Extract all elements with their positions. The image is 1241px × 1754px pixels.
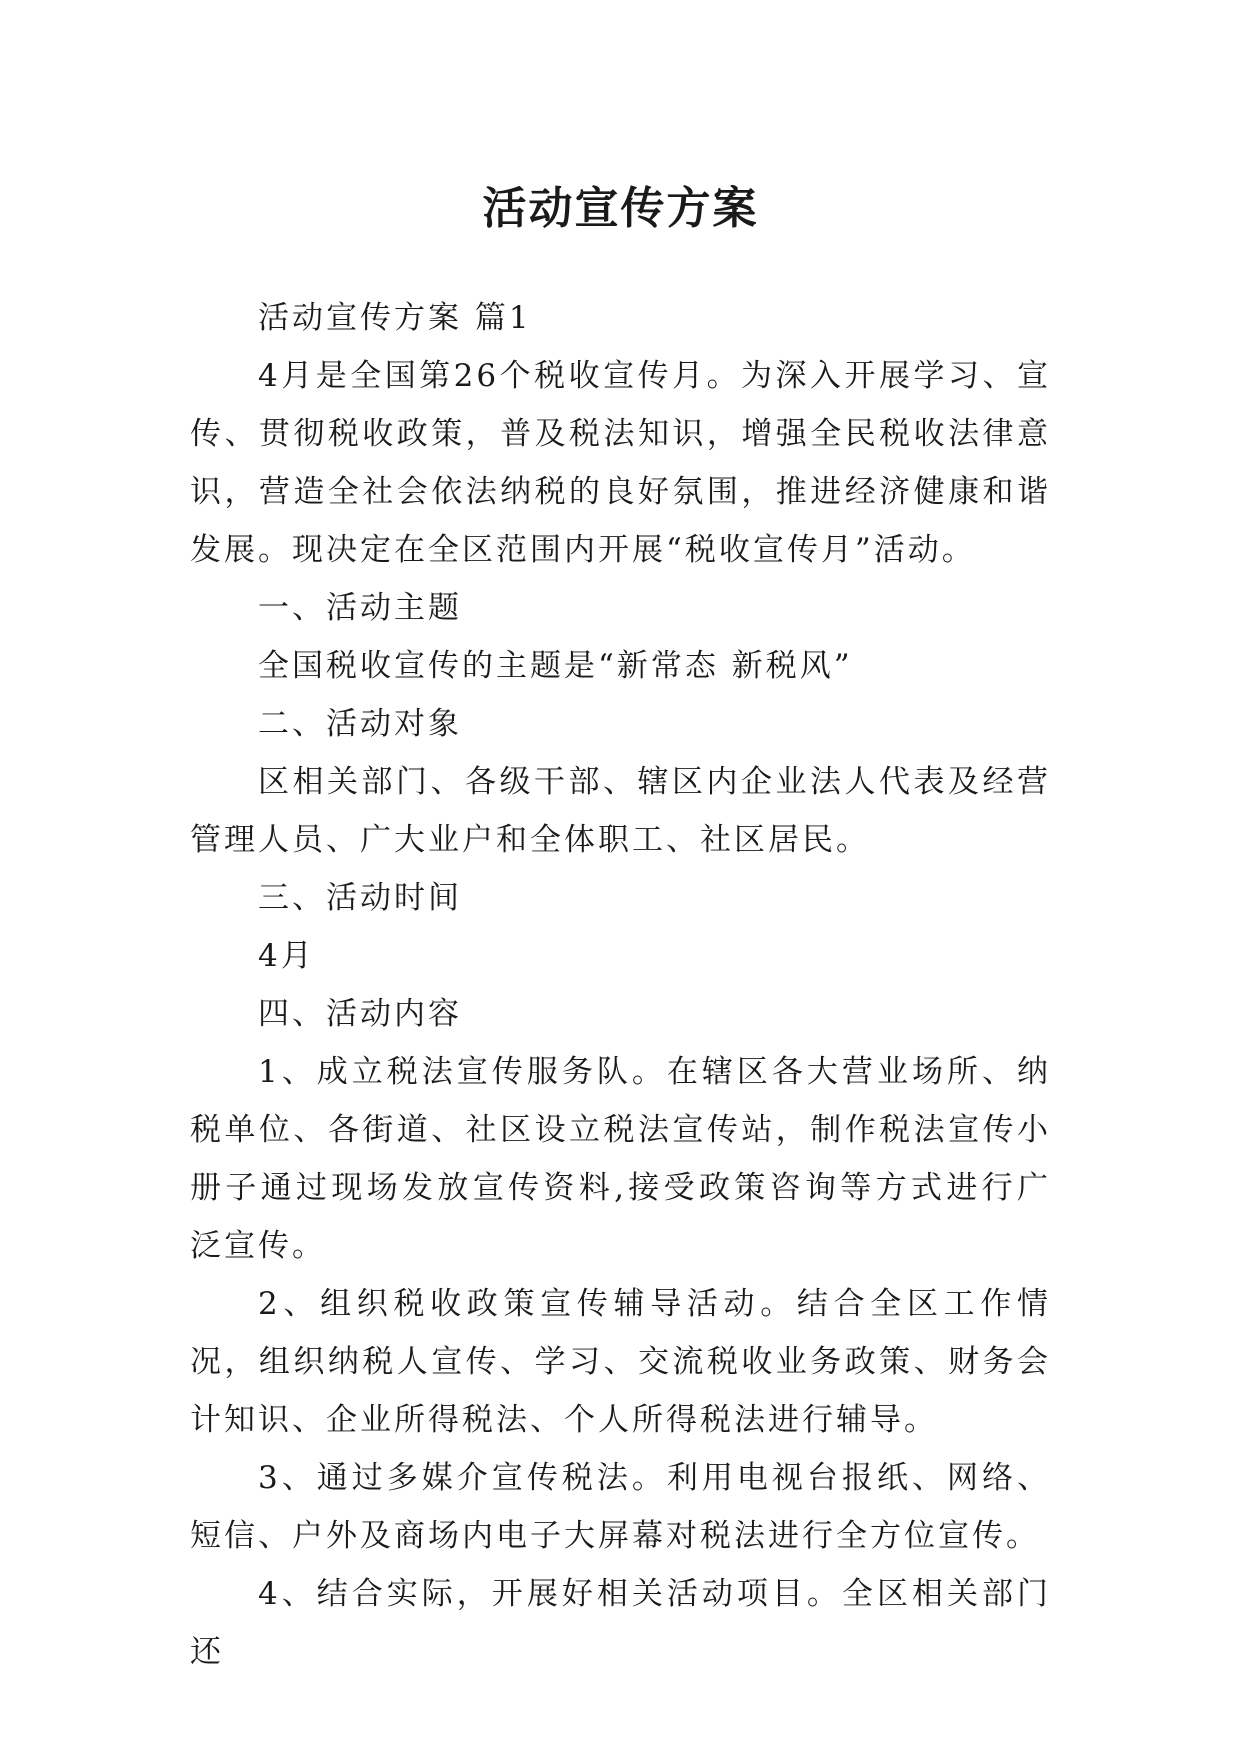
- body-paragraph: 4月: [258, 938, 315, 974]
- body-paragraph: 全国税收宣传的主题是“新常态 新税风”: [258, 648, 853, 684]
- document-title: 活动宣传方案: [482, 183, 759, 235]
- list-item: 3、通过多媒介宣传税法。利用电视台报纸、网络、短信、户外及商场内电子大屏幕对税法进行全方位宣传。: [190, 1460, 1051, 1554]
- list-item: 2、组织税收政策宣传辅导活动。结合全区工作情况，组织纳税人宣传、学习、交流税收业务政策、财务会计知识、企业所得税法、个人所得税法进行辅导。: [190, 1286, 1051, 1438]
- section-heading: 二、活动对象: [258, 706, 462, 742]
- list-item: 4、结合实际，开展好相关活动项目。全区相关部门还: [190, 1576, 1051, 1670]
- intro-paragraph: 4月是全国第26个税收宣传月。为深入开展学习、宣传、贯彻税收政策，普及税法知识，增强全民税收法律意识，营造全社会依法纳税的良好氛围，推进经济健康和谐发展。现决定在全区范围内开展“税收宣传月”活动。: [190, 358, 1051, 568]
- list-item: 1、成立税法宣传服务队。在辖区各大营业场所、纳税单位、各街道、社区设立税法宣传站，制作税法宣传小册子通过现场发放宣传资料,接受政策咨询等方式进行广泛宣传。: [190, 1054, 1051, 1264]
- body-paragraph: 区相关部门、各级干部、辖区内企业法人代表及经营管理人员、广大业户和全体职工、社区居民。: [190, 764, 1051, 858]
- section-heading: 四、活动内容: [258, 996, 462, 1032]
- section-heading: 三、活动时间: [258, 880, 462, 916]
- section-heading: 一、活动主题: [258, 590, 462, 626]
- section-heading: 活动宣传方案 篇1: [258, 300, 532, 336]
- document-body: [190, 289, 1051, 1681]
